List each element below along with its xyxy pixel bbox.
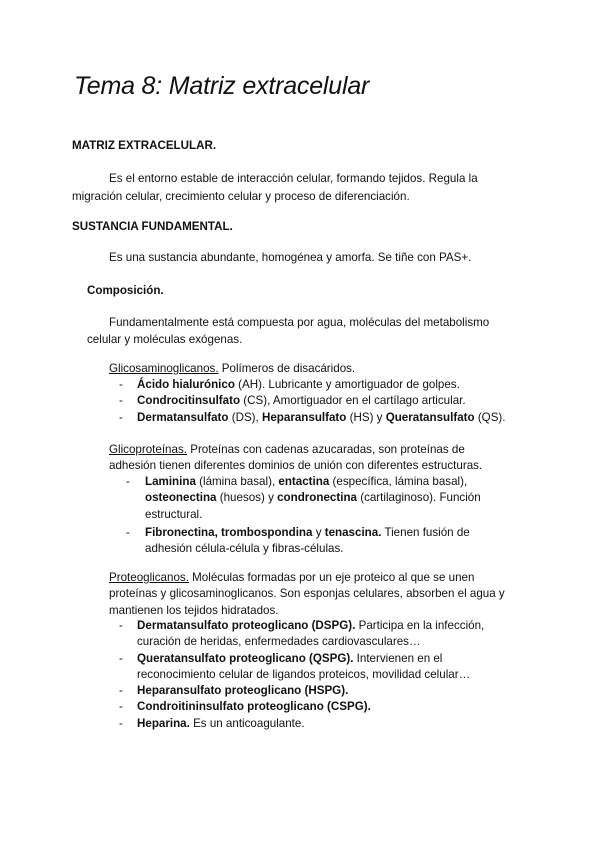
bullet-dash: -	[119, 394, 123, 408]
subsection-heading-composicion: Composición.	[87, 284, 164, 297]
list-item	[119, 651, 491, 684]
list-item	[119, 410, 539, 426]
list-item	[119, 393, 539, 409]
bullet-dash: -	[119, 684, 123, 698]
term-dermatansulfato: Dermatansulfato	[137, 410, 229, 424]
bullet-dash: -	[119, 410, 123, 424]
item-text: Es un anticoagulante.	[189, 716, 305, 730]
section-heading-sustancia: SUSTANCIA FUNDAMENTAL.	[72, 220, 233, 233]
glicosaminoglicanos-desc: Polímeros de disacáridos.	[218, 362, 356, 375]
bullet-dash: -	[119, 716, 123, 730]
bullet-dash: -	[119, 619, 123, 632]
item-text: (HS) y	[346, 410, 386, 424]
list-item	[119, 683, 491, 699]
term-osteonectina: osteonectina	[145, 491, 217, 505]
glicoproteinas-list	[126, 474, 492, 557]
glicoproteinas-term: Glicoproteínas.	[109, 443, 187, 456]
list-item	[119, 699, 491, 715]
term-tenascina: tenascina.	[324, 525, 382, 539]
proteoglicanos-term: Proteoglicanos.	[109, 571, 189, 584]
glicoproteinas-intro	[109, 442, 501, 475]
term-acido-hialuronico: Ácido hialurónico	[137, 378, 235, 391]
list-item	[119, 716, 491, 732]
term-entactina: entactina	[278, 475, 330, 488]
term-laminina: Laminina	[145, 475, 196, 488]
term-cspg: Condroitininsulfato proteoglicano (CSPG).	[137, 700, 371, 714]
paragraph-sustancia: Es una sustancia abundante, homogénea y amorfa. Se tiñe con PAS+.	[109, 251, 472, 264]
list-item	[119, 618, 491, 651]
item-text: Intervienen en el reconocimiento celular de ligandos proteicos, movilidad celular…	[137, 651, 471, 681]
item-text: (QS).	[474, 410, 506, 424]
term-dspg: Dermatansulfato proteoglicano (DSPG).	[137, 619, 356, 632]
term-queratansulfato: Queratansulfato	[385, 410, 475, 424]
item-text: (huesos) y	[216, 491, 278, 505]
item-text: (AH). Lubricante y amortiguador de golpes.	[234, 378, 460, 391]
bullet-dash: -	[126, 475, 130, 488]
list-item	[126, 474, 492, 523]
item-text: Tienen fusión de adhesión célula-célula y fibras-células.	[145, 525, 470, 556]
list-item	[119, 377, 539, 393]
bullet-dash: -	[119, 378, 123, 391]
glicosaminoglicanos-list	[119, 377, 539, 426]
glicosaminoglicanos-term: Glicosaminoglicanos.	[109, 362, 219, 375]
term-fibronectina: Fibronectina, trombospondina	[145, 525, 313, 539]
list-item	[126, 525, 492, 558]
item-text: (específica, lámina basal),	[329, 475, 468, 488]
item-text: y	[312, 525, 325, 539]
proteoglicanos-list	[119, 618, 491, 732]
bullet-dash: -	[119, 700, 123, 714]
term-hspg: Heparansulfato proteoglicano (HSPG).	[137, 684, 349, 698]
glicoproteinas-desc: Proteínas con cadenas azucaradas, son proteínas de adhesión tienen diferentes dominios de unión con diferentes estructuras.	[109, 443, 483, 473]
item-text: (lámina basal),	[195, 475, 279, 488]
item-text: (DS),	[228, 410, 262, 424]
term-heparina: Heparina.	[137, 716, 190, 730]
item-text: (CS), Amortiguador en el cartílago articular.	[240, 394, 466, 408]
bullet-dash: -	[126, 525, 130, 539]
glicosaminoglicanos-intro	[109, 361, 509, 377]
bullet-dash: -	[119, 651, 123, 665]
item-text: Participa en la infección, curación de heridas, enfermedades cardiovasculares…	[137, 619, 485, 649]
proteoglicanos-desc: Moléculas formadas por un eje proteico al que se unen proteínas y glicosaminoglicanos. Son esponjas celulares, absorben el agua y mantienen los tejidos hidratados.	[109, 571, 505, 617]
term-condrocitinsulfato: Condrocitinsulfato	[137, 394, 241, 408]
proteoglicanos-intro	[109, 570, 524, 619]
term-qspg: Queratansulfato proteoglicano (QSPG).	[137, 651, 354, 665]
paragraph-matriz: Es el entorno estable de interacción celular, formando tejidos. Regula la migración celular, crecimiento celular y proceso de diferenciación.	[72, 172, 478, 203]
page-title: Tema 8: Matriz extracelular	[74, 72, 370, 100]
term-condronectina: condronectina	[277, 491, 357, 505]
term-heparansulfato: Heparansulfato	[261, 410, 347, 424]
item-text: (cartilaginoso). Función estructural.	[145, 491, 481, 521]
section-heading-matriz: MATRIZ EXTRACELULAR.	[72, 139, 217, 152]
paragraph-composicion: Fundamentalmente está compuesta por agua, moléculas del metabolismo celular y moléculas exógenas.	[87, 316, 490, 346]
